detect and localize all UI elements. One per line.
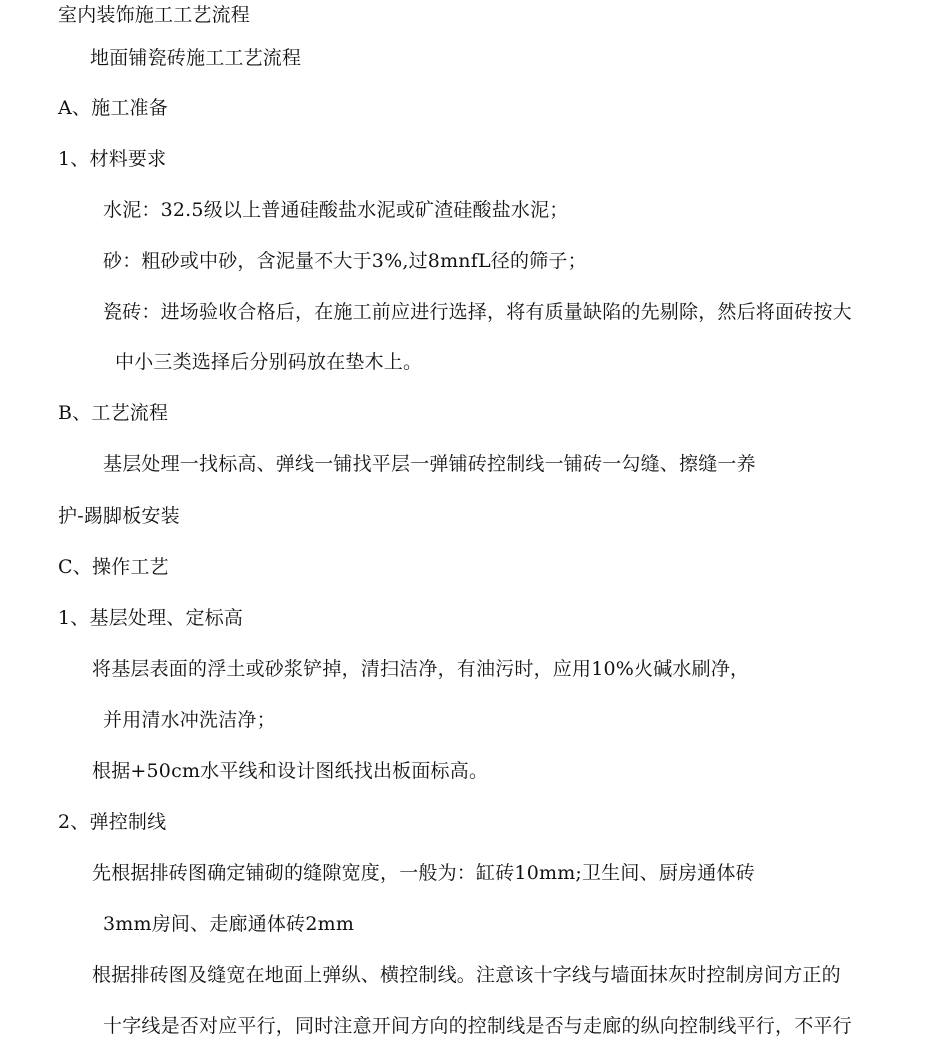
section-subtitle: 地面铺瓷砖施工工艺流程 <box>90 47 302 69</box>
paragraph-line: 砂：粗砂或中砂，含泥量不大于3%,过8mnfL径的筛子； <box>103 250 587 272</box>
paragraph-line: 3mm房间、走廊通体砖2mm <box>103 913 355 935</box>
paragraph-line: 十字线是否对应平行，同时注意开间方向的控制线是否与走廊的纵向控制线平行，不平行 <box>103 1015 852 1037</box>
paragraph-line: 并用清水冲洗洁净； <box>103 709 276 731</box>
heading-1-base: 1、基层处理、定标高 <box>58 607 244 629</box>
paragraph-line: 先根据排砖图确定铺砌的缝隙宽度，一般为：缸砖10mm;卫生间、厨房通体砖 <box>92 862 755 884</box>
heading-1-materials: 1、材料要求 <box>58 148 167 170</box>
paragraph-line: 瓷砖：进场验收合格后，在施工前应进行选择，将有质量缺陷的先剔除，然后将面砖按大 <box>103 301 852 323</box>
doc-title: 室内装饰施工工艺流程 <box>58 4 251 26</box>
paragraph-line: 将基层表面的浮土或砂浆铲掉，清扫洁净，有油污时，应用10%火碱水刷净， <box>92 658 750 680</box>
heading-b: B、工艺流程 <box>58 402 169 424</box>
paragraph-line: 根据排砖图及缝宽在地面上弹纵、横控制线。注意该十字线与墙面抹灰时控制房间方正的 <box>92 964 841 986</box>
heading-c: C、操作工艺 <box>58 556 169 578</box>
heading-2-control-lines: 2、弹控制线 <box>58 811 167 833</box>
paragraph-line: 中小三类选择后分别码放在垫木上。 <box>115 351 423 373</box>
paragraph-line: 护-踢脚板安装 <box>58 505 180 527</box>
paragraph-line: 水泥：32.5级以上普通硅酸盐水泥或矿渣硅酸盐水泥； <box>103 199 569 221</box>
paragraph-line: 基层处理一找标高、弹线一铺找平层一弹铺砖控制线一铺砖一勾缝、擦缝一养 <box>103 453 756 475</box>
heading-a: A、施工准备 <box>58 97 168 119</box>
paragraph-line: 根据+50cm水平线和设计图纸找出板面标高。 <box>92 760 489 782</box>
